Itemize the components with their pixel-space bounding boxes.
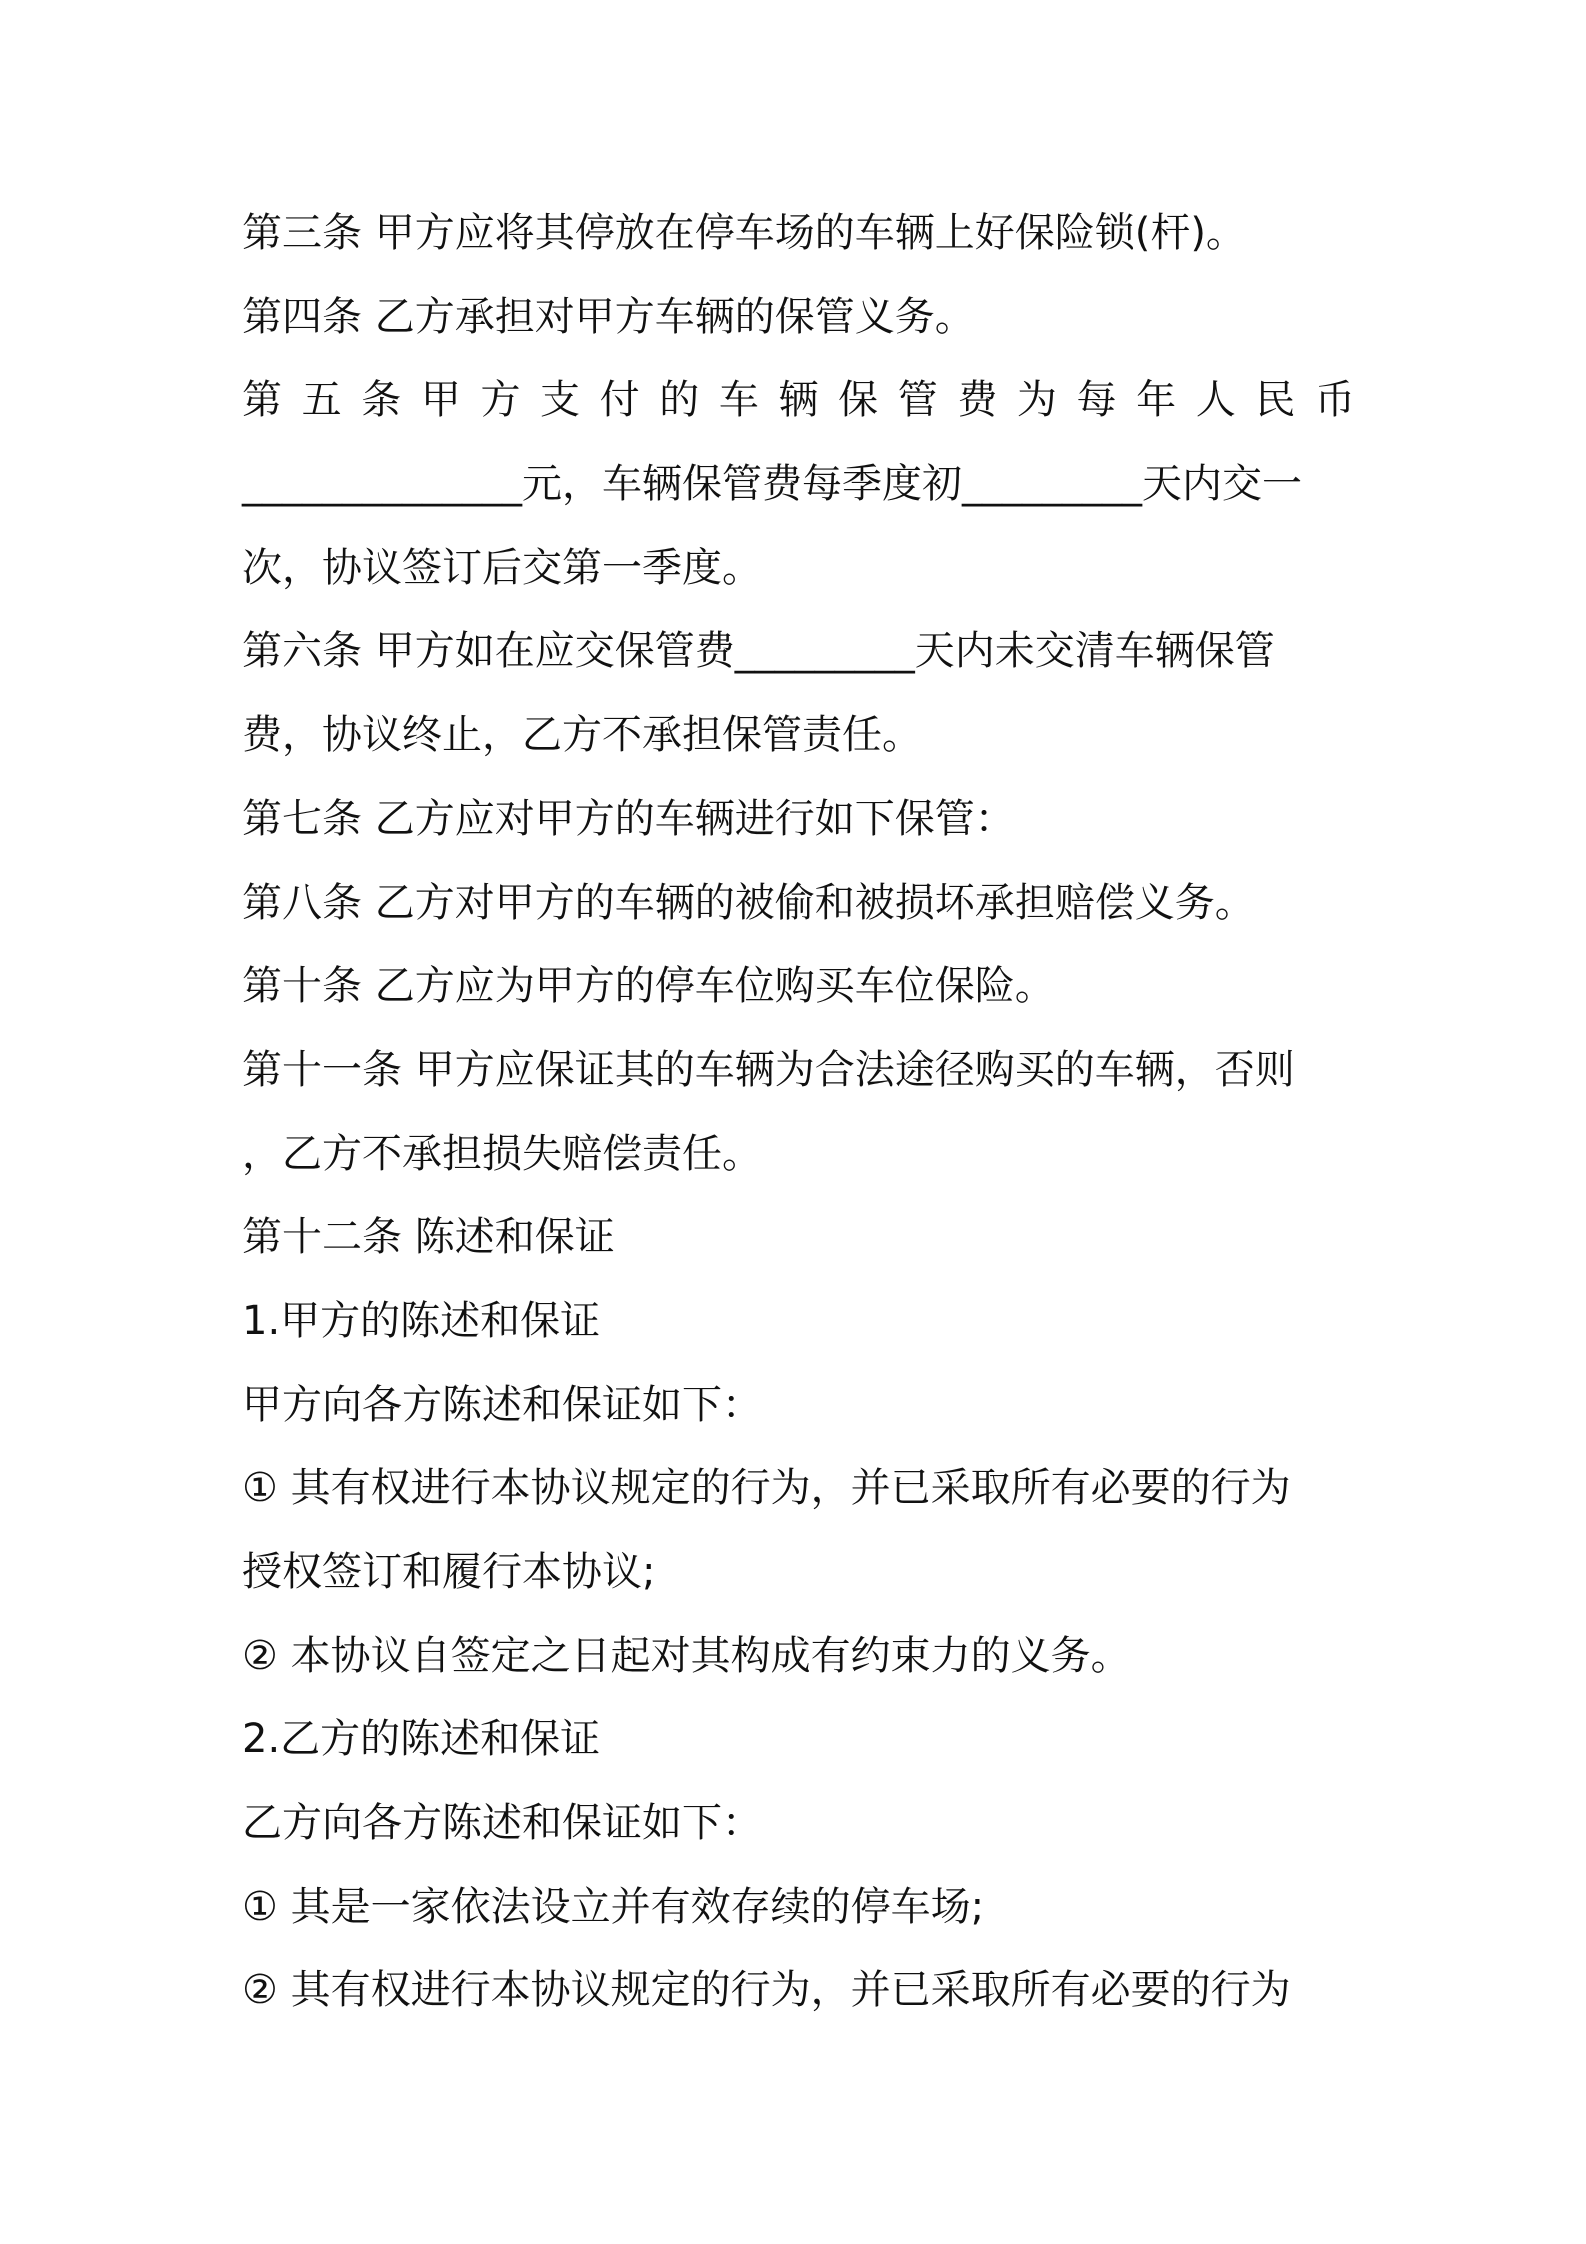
justified-char: 民 xyxy=(1255,377,1296,424)
article-7-line: 第七条 乙方应对甲方的车辆进行如下保管： xyxy=(242,795,1015,842)
justified-char: 辆 xyxy=(778,377,819,424)
article-12-heading: 第十二条 陈述和保证 xyxy=(242,1214,615,1261)
article-11-line-2: ，乙方不承担损失赔偿责任。 xyxy=(242,1130,762,1177)
party-a-item-1-line-2: 授权签订和履行本协议; xyxy=(242,1549,656,1595)
article-5-line-3: 次，协议签订后交第一季度。 xyxy=(242,544,762,591)
article-10-line: 第十条 乙方应为甲方的停车位购买车位保险。 xyxy=(242,963,1055,1010)
party-a-intro: 甲方向各方陈述和保证如下： xyxy=(242,1381,762,1428)
party-a-item-2: ② 本协议自签定之日起对其构成有约束力的义务。 xyxy=(242,1632,1131,1679)
justified-char: 方 xyxy=(480,377,521,424)
justified-char: 的 xyxy=(659,377,700,424)
party-a-item-1-line-1: ① 其有权进行本协议规定的行为，并已采取所有必要的行为 xyxy=(242,1465,1291,1512)
article-6-line-1: 第六条 甲方如在应交保管费_________天内未交清车辆保管 xyxy=(242,628,1275,675)
justified-char: 条 xyxy=(361,377,402,424)
justified-char: 支 xyxy=(540,377,581,424)
justified-char: 第 xyxy=(242,377,282,424)
party-b-item-2-line-1: ② 其有权进行本协议规定的行为，并已采取所有必要的行为 xyxy=(242,1967,1291,2014)
article-8-line: 第八条 乙方对甲方的车辆的被偷和被损坏承担赔偿义务。 xyxy=(242,879,1255,926)
article-5-line-2: ______________元，车辆保管费每季度初_________天内交一 xyxy=(242,461,1302,508)
justified-char: 为 xyxy=(1016,377,1057,424)
justified-char: 人 xyxy=(1195,377,1236,424)
article-5-line-1 xyxy=(242,359,1355,443)
party-b-intro: 乙方向各方陈述和保证如下： xyxy=(242,1800,762,1847)
justified-char: 年 xyxy=(1136,377,1177,424)
justified-char: 甲 xyxy=(420,377,461,424)
justified-char: 费 xyxy=(957,377,998,424)
justified-char: 每 xyxy=(1076,377,1117,424)
justified-char: 币 xyxy=(1314,377,1355,424)
justified-char: 管 xyxy=(897,377,938,424)
article-11-line-1: 第十一条 甲方应保证其的车辆为合法途径购买的车辆，否则 xyxy=(242,1046,1295,1093)
article-4-line: 第四条 乙方承担对甲方车辆的保管义务。 xyxy=(242,293,975,340)
justified-char: 保 xyxy=(838,377,879,424)
justified-char: 车 xyxy=(718,377,759,424)
justified-char: 五 xyxy=(301,377,342,424)
document-body xyxy=(242,192,1355,2033)
article-3-line: 第三条 甲方应将其停放在停车场的车辆上好保险锁(杆)。 xyxy=(242,210,1246,256)
section-2-heading: 2.乙方的陈述和保证 xyxy=(242,1716,601,1763)
section-1-heading: 1.甲方的陈述和保证 xyxy=(242,1297,601,1344)
party-b-item-1: ① 其是一家依法设立并有效存续的停车场; xyxy=(242,1883,985,1930)
article-6-line-2: 费，协议终止，乙方不承担保管责任。 xyxy=(242,712,922,759)
justified-char: 付 xyxy=(599,377,640,424)
